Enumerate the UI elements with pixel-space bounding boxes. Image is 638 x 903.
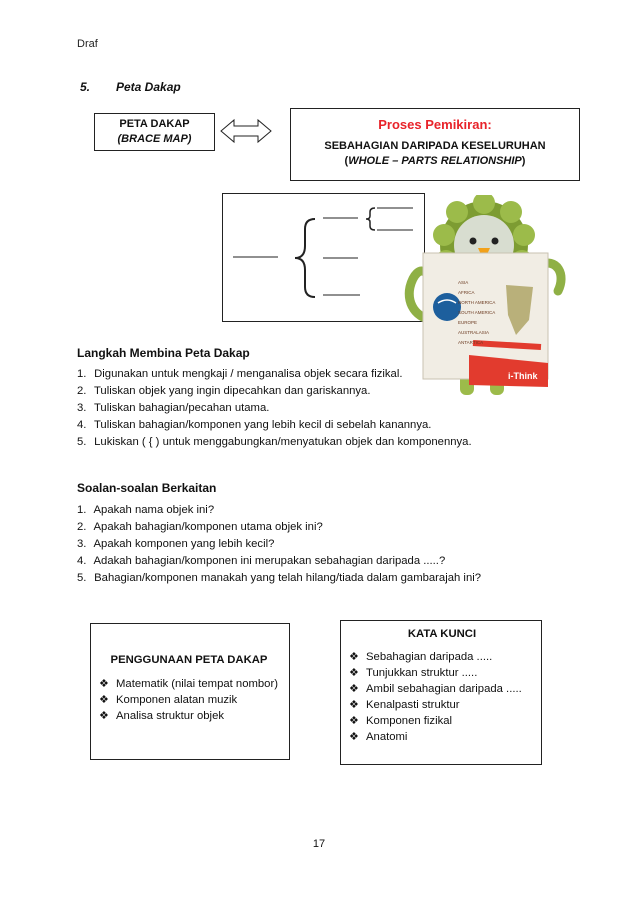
svg-text:AUSTRALASIA: AUSTRALASIA — [458, 330, 490, 335]
section-title-text: Peta Dakap — [116, 80, 181, 94]
diamond-bullet-icon: ❖ — [349, 731, 359, 743]
question-item: 4. Adakah bahagian/komponen ini merupakan sebahagian daripada .....? — [77, 555, 446, 567]
map-name: PETA DAKAP — [119, 118, 190, 130]
step-item: 5. Lukiskan ( { ) untuk menggabungkan/menyatukan objek dan komponennya. — [77, 436, 472, 448]
svg-text:ANTARTICA: ANTARTICA — [458, 340, 484, 345]
diamond-bullet-icon: ❖ — [99, 694, 109, 706]
usage-title: PENGGUNAAN PETA DAKAP — [110, 654, 268, 666]
map-name-english: (BRACE MAP) — [117, 133, 192, 145]
section-title — [80, 80, 181, 94]
keyword-item: ❖ Tunjukkan struktur ..... — [349, 667, 478, 679]
keyword-item: ❖ Sebahagian daripada ..... — [349, 651, 493, 663]
step-item: 4. Tuliskan bahagian/komponen yang lebih kecil di sebelah kanannya. — [77, 419, 432, 431]
thinking-process-box — [290, 108, 580, 181]
diamond-bullet-icon: ❖ — [349, 683, 359, 695]
question-item: 3. Apakah komponen yang lebih kecil? — [77, 538, 275, 550]
usage-item: ❖ Analisa struktur objek — [99, 710, 224, 722]
diamond-bullet-icon: ❖ — [349, 667, 359, 679]
step-item: 1. Digunakan untuk mengkaji / menganalisa objek secara fizikal. — [77, 368, 403, 380]
keywords-title: KATA KUNCI — [407, 628, 477, 640]
keyword-item: ❖ Anatomi — [349, 731, 408, 743]
relationship-english: (WHOLE – PARTS RELATIONSHIP) — [344, 155, 526, 167]
keyword-item: ❖ Kenalpasti struktur — [349, 699, 460, 711]
question-item: 2. Apakah bahagian/komponen utama objek ini? — [77, 521, 323, 533]
diamond-bullet-icon: ❖ — [349, 651, 359, 663]
svg-text:ASIA: ASIA — [458, 280, 469, 285]
section-number: 5. — [80, 80, 91, 94]
steps-heading: Langkah Membina Peta Dakap — [77, 346, 250, 360]
page-number: 17 — [312, 838, 326, 850]
relationship-name: SEBAHAGIAN DARIPADA KESELURUHAN — [324, 140, 546, 152]
svg-text:EUROPE: EUROPE — [458, 320, 478, 325]
brace-map-sketch — [223, 194, 426, 323]
diamond-bullet-icon: ❖ — [349, 715, 359, 727]
svg-text:AFRICA: AFRICA — [458, 290, 475, 295]
svg-text:NORTH AMERICA: NORTH AMERICA — [458, 300, 496, 305]
svg-text:SOUTH AMERICA: SOUTH AMERICA — [458, 310, 496, 315]
question-item: 5. Bahagian/komponen manakah yang telah hilang/tiada dalam gambarajah ini? — [77, 572, 482, 584]
step-item: 3. Tuliskan bahagian/pecahan utama. — [77, 402, 270, 414]
usage-item: ❖ Matematik (nilai tempat nombor) — [99, 678, 278, 690]
poster-brand: i-Think — [508, 371, 538, 381]
diamond-bullet-icon: ❖ — [349, 699, 359, 711]
diamond-bullet-icon: ❖ — [99, 678, 109, 690]
steps-list — [77, 366, 472, 451]
questions-heading: Soalan-soalan Berkaitan — [77, 481, 217, 495]
diamond-bullet-icon: ❖ — [99, 710, 109, 722]
double-arrow-icon — [220, 118, 272, 144]
usage-box — [90, 623, 290, 760]
question-item: 1. Apakah nama objek ini? — [77, 504, 215, 516]
thinking-process-title: Proses Pemikiran: — [378, 117, 492, 132]
keywords-box — [340, 620, 542, 765]
keyword-item: ❖ Komponen fizikal — [349, 715, 453, 727]
map-name-box — [94, 113, 215, 151]
brace-map-diagram — [222, 193, 425, 322]
step-item: 2. Tuliskan objek yang ingin dipecahkan dan gariskannya. — [77, 385, 371, 397]
keyword-item: ❖ Ambil sebahagian daripada ..... — [349, 683, 522, 695]
page-header: Draf — [77, 38, 98, 50]
questions-list — [77, 502, 481, 587]
usage-item: ❖ Komponen alatan muzik — [99, 694, 238, 706]
